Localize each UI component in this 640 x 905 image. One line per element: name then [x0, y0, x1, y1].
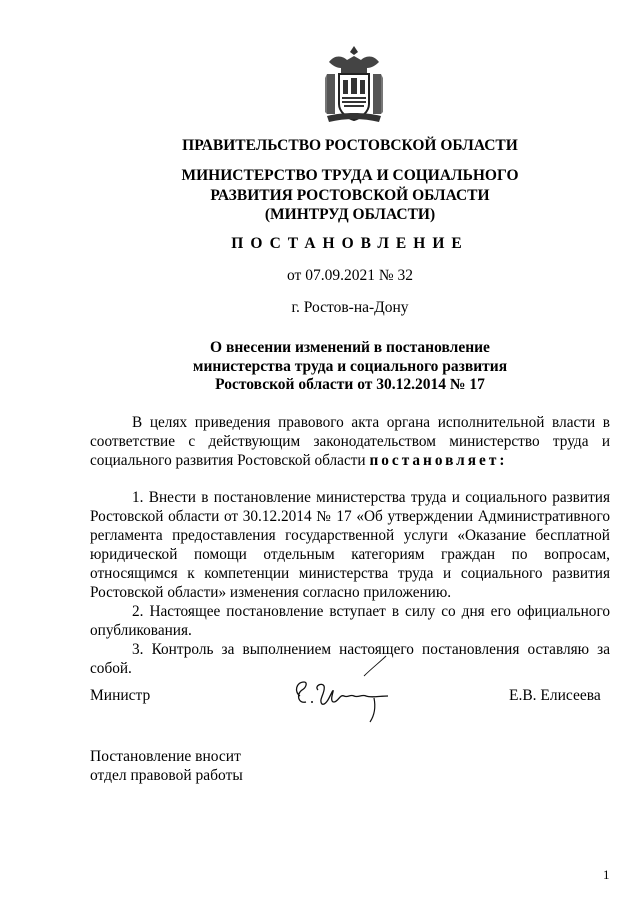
footer-line-2: отдел правовой работы [90, 767, 243, 784]
items-list [90, 488, 610, 678]
item-2: 2. Настоящее постановление вступает в силу со дня его официального опубликования. [90, 603, 610, 639]
coat-of-arms-emblem [323, 44, 385, 124]
item-1: 1. Внести в постановление министерства труда и социального развития Ростовской области от 30.12.2014 № 17 «Об утверждении Административного регламента предоставления государственной услуги «Оказание бесплатной юридической помощи отдельным категориям граждан по вопросам, относящимся к компетенции министерства труда и социального развития Ростовской области» изменения согласно приложению. [90, 489, 610, 601]
document-date-number: от 07.09.2021 № 32 [287, 267, 413, 284]
document-city: г. Ростов-на-Дону [291, 299, 409, 316]
ministry-title-line-1: МИНИСТЕРСТВО ТРУДА И СОЦИАЛЬНОГО [181, 167, 519, 184]
intro-text: В целях приведения правового акта органа исполнительной власти в соответствие с действующим законодательством министерство труда и социального развития Ростовской области [90, 414, 610, 469]
document-type: ПОСТАНОВЛЕНИЕ [231, 235, 469, 252]
signer-name: Е.В. Елисеева [509, 687, 601, 704]
footer-line-1: Постановление вносит [90, 748, 241, 765]
signer-position: Министр [90, 687, 151, 704]
ministry-title-line-2: РАЗВИТИЯ РОСТОВСКОЙ ОБЛАСТИ [210, 186, 490, 204]
page-number: 1 [603, 867, 610, 882]
intro-emphasis: постановляет: [369, 452, 508, 469]
handwritten-signature [288, 652, 400, 724]
subject-line-1: О внесении изменений в постановление [210, 339, 490, 356]
ministry-title-line-3: (МИНТРУД ОБЛАСТИ) [264, 206, 436, 223]
ministry-title [90, 166, 610, 225]
item-3: 3. Контроль за выполнением настоящего постановления оставляю за собой. [90, 641, 610, 677]
intro-paragraph [90, 413, 610, 470]
government-title: ПРАВИТЕЛЬСТВО РОСТОВСКОЙ ОБЛАСТИ [182, 137, 518, 154]
subject-line-2: министерства труда и социального развития [192, 357, 508, 375]
document-subject [90, 339, 610, 395]
subject-line-3: Ростовской области от 30.12.2014 № 17 [215, 376, 485, 393]
footer-note [90, 747, 243, 785]
